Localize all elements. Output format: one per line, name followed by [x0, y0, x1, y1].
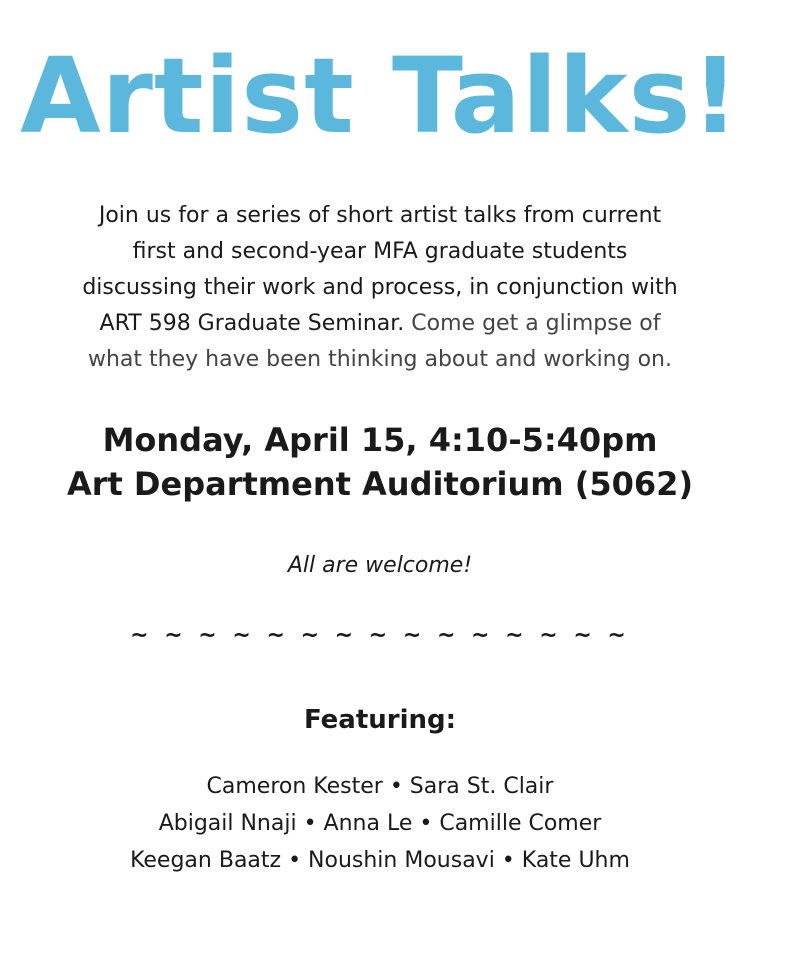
- event-datetime: Monday, April 15, 4:10-5:40pm: [102, 421, 658, 459]
- tilde-divider: ~ ~ ~ ~ ~ ~ ~ ~ ~ ~ ~ ~ ~ ~ ~: [130, 623, 630, 648]
- artist-names-line: Cameron Kester • Sara St. Clair: [206, 774, 554, 799]
- intro-course-text: ART 598 Graduate Seminar.: [99, 311, 405, 336]
- featuring-heading: Featuring:: [303, 705, 457, 735]
- intro-line: what they have been thinking about and working on.: [88, 347, 672, 372]
- event-details: [0, 418, 760, 506]
- intro-invite-text: Come get a glimpse of: [404, 311, 661, 336]
- event-location: Art Department Auditorium (5062): [66, 465, 694, 503]
- intro-line: [20, 306, 740, 342]
- welcome-note: All are welcome!: [287, 553, 473, 578]
- featured-artists: [0, 768, 760, 879]
- artist-names-line: Keegan Baatz • Noushin Mousavi • Kate Uhm: [130, 848, 630, 873]
- artist-names-line: Abigail Nnaji • Anna Le • Camille Comer: [158, 811, 602, 836]
- intro-line: Join us for a series of short artist talks from current: [98, 203, 662, 228]
- intro-paragraph: [20, 198, 740, 378]
- intro-line: first and second-year MFA graduate students: [132, 239, 628, 264]
- flyer-title: Artist Talks!: [20, 35, 740, 157]
- intro-line: discussing their work and process, in conjunction with: [82, 275, 678, 300]
